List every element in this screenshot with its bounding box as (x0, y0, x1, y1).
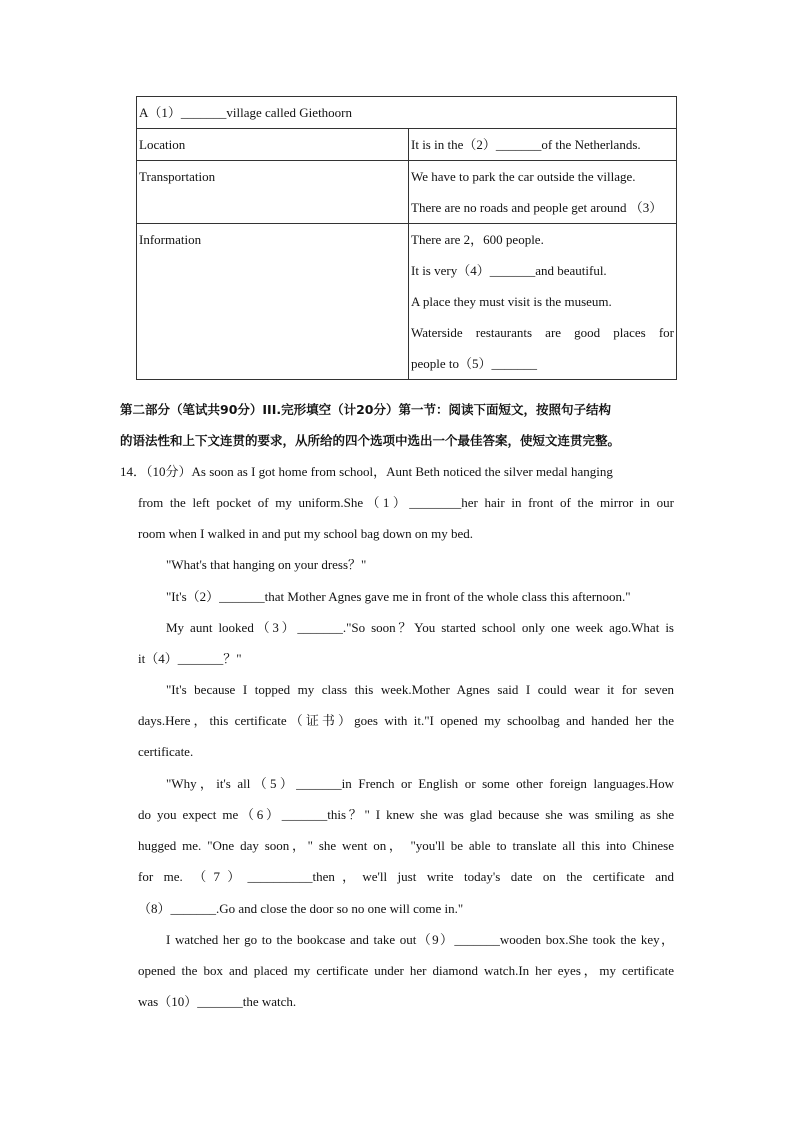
table-title-row (137, 97, 677, 129)
row-label-location: Location (137, 129, 409, 161)
table-row (137, 161, 677, 224)
passage-line: "What's that hanging on your dress？" (166, 557, 367, 572)
passage-line: opened the box and placed my certificate under her diamond watch.In her eyes，my certificate (138, 963, 674, 978)
table-title: A（1）_______village called Giethoorn (137, 97, 677, 129)
table-line: There are 2，600 people. (411, 232, 544, 247)
passage-line: "Why，it's all（5）_______in French or English or some other foreign languages.How (166, 776, 674, 791)
table-line: It is in the（2）_______of the Netherlands. (411, 137, 641, 152)
passage-line: from the left pocket of my uniform.She（1）________her hair in front of the mirror in our (138, 495, 674, 510)
table-row (137, 224, 677, 380)
passage-line: （8）_______.Go and close the door so no one will come in." (138, 901, 464, 916)
passage-line: My aunt looked（3）_______."So soon？You started school only one week ago.What is (166, 620, 674, 635)
row-content-information (409, 224, 677, 380)
table-line: There are no roads and people get around （3） (411, 200, 663, 215)
passage-line: for me. （7）__________then，we'll just write today's date on the certificate and (138, 869, 674, 884)
passage-line: it（4）_______？" (138, 651, 242, 666)
section-heading-line-1: 第二部分（笔试共90分）III.完形填空（计20分）第一节：阅读下面短文，按照句子结构 (120, 402, 611, 417)
passage-line: was（10）_______the watch. (138, 994, 297, 1009)
passage-line: days.Here，this certificate（证书）goes with it."I opened my schoolbag and handed her the (138, 713, 674, 728)
passage-line: certificate. (138, 744, 194, 759)
table-line: people to（5）_______ (411, 356, 538, 371)
passage-line: "It's（2）_______that Mother Agnes gave me in front of the whole class this afternoon." (166, 589, 631, 604)
passage-line: room when I walked in and put my school bag down on my bed. (138, 526, 474, 541)
section-heading-line-2: 的语法性和上下文连贯的要求，从所给的四个选项中选出一个最佳答案，使短文连贯完整。 (120, 433, 621, 448)
row-content-transportation (409, 161, 677, 224)
table-line: It is very（4）_______and beautiful. (411, 263, 607, 278)
passage-line: "It's because I topped my class this week.Mother Agnes said I could wear it for seven (166, 682, 674, 697)
table-line: Waterside restaurants are good places for (411, 325, 675, 340)
giethoorn-info-table (136, 96, 677, 380)
table-line: A place they must visit is the museum. (411, 294, 612, 309)
row-label-information: Information (137, 224, 409, 380)
passage-line: 14．（10分）As soon as I got home from school，Aunt Beth noticed the silver medal hanging (120, 464, 613, 479)
passage-line: hugged me. "One day soon，" she went on， "you'll be able to translate all this into Chinese (138, 838, 674, 853)
passage-line: I watched her go to the bookcase and take out（9）_______wooden box.She took the key， (166, 932, 674, 947)
passage-line: do you expect me（6）_______this？" I knew she was glad because she was smiling as she (138, 807, 674, 822)
table-line: We have to park the car outside the village. (411, 169, 636, 184)
row-label-transportation: Transportation (137, 161, 409, 224)
row-content-location (409, 129, 677, 161)
table-row (137, 129, 677, 161)
